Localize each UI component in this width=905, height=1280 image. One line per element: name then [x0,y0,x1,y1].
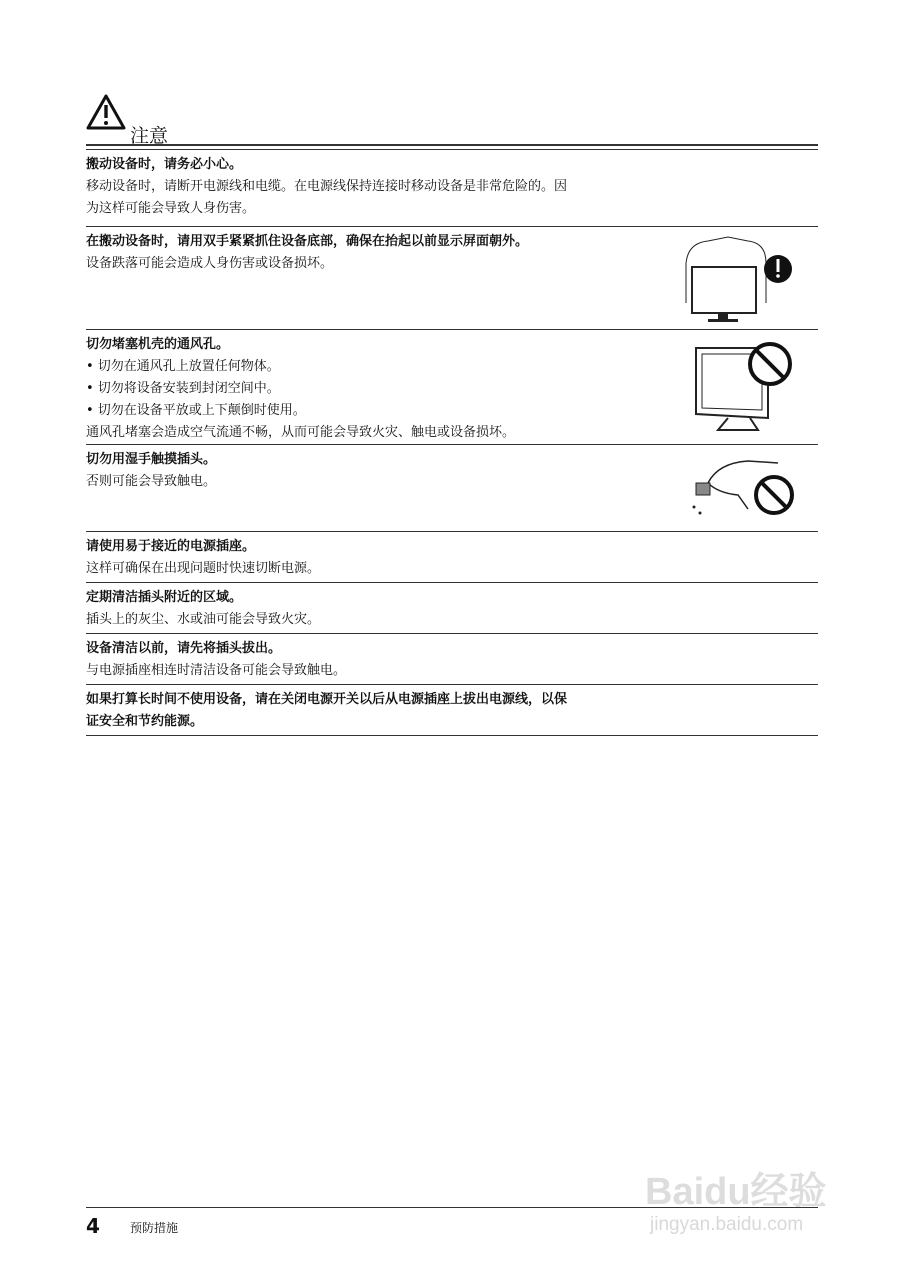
caution-section [86,330,818,445]
page-number: 4 [86,1214,100,1238]
caution-section [86,685,818,736]
section-text: 这样可确保在出现问题时快速切断电源。 [86,561,321,576]
carry-monitor-illustration [678,233,798,323]
footer-divider [86,1207,818,1208]
bullet-item: • 切勿将设备安装到封闭空间中。 [86,381,280,396]
section-text: 否则可能会导致触电。 [86,474,217,489]
page-title: 注意 [130,125,169,147]
section-text: 为这样可能会导致人身伤害。 [86,201,256,216]
section-text: 证安全和节约能源。 [86,714,204,729]
watermark-url: jingyan.baidu.com [650,1214,804,1235]
footer-section-title: 预防措施 [130,1221,179,1235]
caution-section [86,150,818,227]
section-heading: 在搬动设备时，请用双手紧紧抓住设备底部，确保在抬起以前显示屏面朝外。 [86,234,529,249]
section-text: 插头上的灰尘、水或油可能会导致火灾。 [86,612,321,627]
caution-section [86,634,818,685]
watermark-logo: Baidu经验 [645,1171,827,1213]
bullet-item: • 切勿在通风孔上放置任何物体。 [86,359,280,374]
section-heading: 请使用易于接近的电源插座。 [86,539,256,554]
section-text: 通风孔堵塞会造成空气流通不畅，从而可能会导致火灾、触电或设备损坏。 [86,425,516,440]
caution-section [86,583,818,634]
bullet-item: • 切勿在设备平放或上下颠倒时使用。 [86,403,306,418]
section-heading: 如果打算长时间不使用设备，请在关闭电源开关以后从电源插座上拔出电源线，以保 [86,692,568,707]
section-text: 与电源插座相连时清洁设备可能会导致触电。 [86,663,347,678]
warning-triangle-icon [86,94,126,130]
section-heading: 切勿用湿手触摸插头。 [86,452,217,467]
caution-section [86,532,818,583]
section-heading: 设备清洁以前，请先将插头拔出。 [86,641,282,656]
section-heading: 搬动设备时，请务必小心。 [86,157,243,172]
section-heading: 定期清洁插头附近的区域。 [86,590,243,605]
wet-hand-plug-illustration [688,453,798,523]
section-text: 移动设备时，请断开电源线和电缆。在电源线保持连接时移动设备是非常危险的。因 [86,179,568,194]
caution-section [86,227,818,330]
section-text: 设备跌落可能会造成人身伤害或设备损坏。 [86,256,334,271]
caution-section [86,445,818,532]
blocked-vent-illustration [688,338,798,436]
section-heading: 切勿堵塞机壳的通风孔。 [86,337,230,352]
